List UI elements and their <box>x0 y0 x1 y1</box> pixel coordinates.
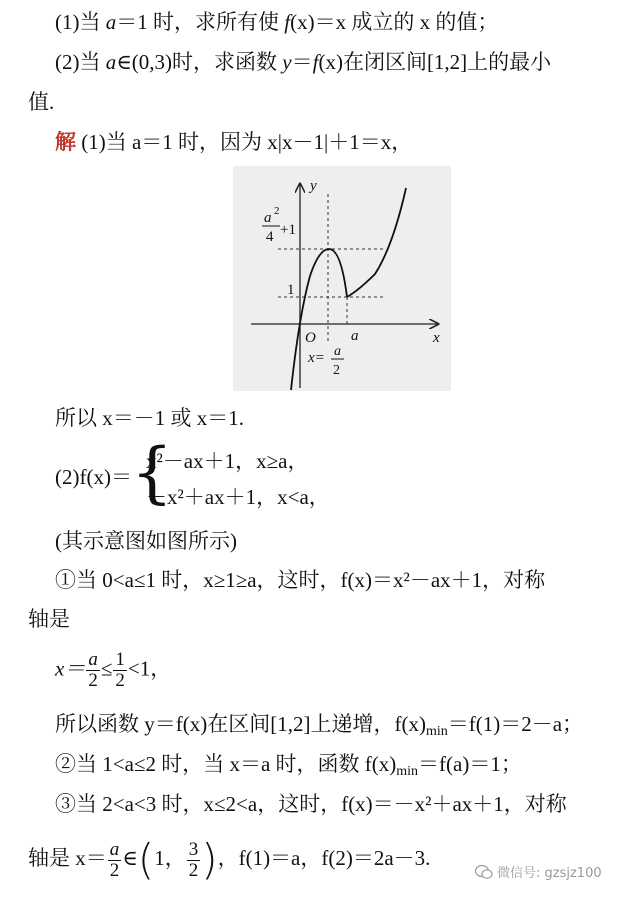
fraction-a-over-2 <box>108 840 122 881</box>
den: 2 <box>88 670 98 691</box>
var-y: y <box>282 50 292 74</box>
top-label-num: a <box>264 210 272 226</box>
origin-label: O <box>305 330 316 346</box>
figure-note: (其示意图如图所示) <box>55 529 237 553</box>
piecewise-prefix: (2)f(x)＝ <box>55 465 132 489</box>
num: a <box>109 838 120 860</box>
case2 <box>55 750 522 786</box>
text: ＝f(1)＝2－a； <box>447 712 584 736</box>
vertex-label-den: 2 <box>333 363 340 378</box>
text: ＝f(a)＝1； <box>418 752 522 776</box>
text: ＝1 时，求所有使 <box>116 10 285 34</box>
piecewise-brace: { <box>131 434 173 511</box>
top-label-exp: 2 <box>274 205 280 217</box>
watermark-text: 微信号: gzsjz100 <box>497 866 602 881</box>
case1-axis-expr <box>55 650 171 691</box>
function-graph <box>233 166 451 391</box>
func-f: f <box>312 50 319 74</box>
text: ＝ <box>291 50 313 74</box>
var-a: a <box>105 50 117 74</box>
problem-part1 <box>55 8 498 36</box>
case3-axis <box>28 835 431 885</box>
wechat-icon <box>475 864 493 880</box>
subscript: min <box>425 724 448 739</box>
den: 2 <box>109 859 120 881</box>
solution-answer1: 所以 x＝－1 或 x＝1. <box>55 406 244 430</box>
case1-result <box>55 710 583 746</box>
text: ②当 1<a≤2 时，当 x＝a 时，函数 f(x) <box>55 752 397 776</box>
watermark <box>475 862 602 881</box>
text: (x)在闭区间[1,2]上的最小 <box>318 50 552 74</box>
problem-part2-tail: 值. <box>28 90 55 114</box>
text: (1)当 a＝1 时，因为 x|x－1|＋1＝x， <box>76 130 413 154</box>
subscript: min <box>396 764 419 779</box>
case1-axis-label: 轴是 <box>28 607 70 631</box>
case3: ③当 2<a<3 时，x≤2<a，这时，f(x)＝－x²＋ax＋1，对称 <box>55 792 567 816</box>
open-paren: ( <box>137 835 155 885</box>
text: ∈(0,3)时，求函数 <box>116 50 283 74</box>
vertex-label-x: x= <box>308 350 325 366</box>
top-label-den: 4 <box>266 229 274 245</box>
text: (x)＝x 成立的 x 的值； <box>290 10 499 34</box>
a-tick-label: a <box>351 328 359 344</box>
text: 轴是 x＝ <box>28 846 107 870</box>
text: x＝ <box>55 656 86 681</box>
vertex-label-num: a <box>334 344 341 359</box>
solution-label: 解 <box>55 130 76 154</box>
piecewise-row1: x²－ax＋1，x≥a， <box>146 449 309 473</box>
problem-part2 <box>55 48 551 76</box>
den: 2 <box>115 670 125 691</box>
text: <1， <box>127 656 172 681</box>
num: 1 <box>115 649 125 670</box>
one-tick-label: 1 <box>287 282 295 298</box>
piecewise-row2: －x²＋ax＋1，x<a， <box>146 485 330 509</box>
text: ≤ <box>100 656 113 681</box>
text: ∈ <box>122 846 138 870</box>
x-axis-label: x <box>433 330 440 346</box>
fraction-1-over-2 <box>113 650 127 691</box>
case1: ①当 0<a≤1 时，x≥1≥a，这时，f(x)＝x²－ax＋1，对称 <box>55 568 546 592</box>
solution-part1 <box>55 128 412 156</box>
text: 1， <box>154 846 186 870</box>
curve-right <box>347 188 406 297</box>
graph-svg <box>233 166 451 391</box>
text: 所以函数 y＝f(x)在区间[1,2]上递增，f(x) <box>55 712 426 736</box>
top-label-plus: +1 <box>280 222 296 238</box>
num: 3 <box>188 838 199 860</box>
y-axis-label: y <box>310 178 317 194</box>
text: (1)当 <box>55 10 106 34</box>
func-f: f <box>284 10 291 34</box>
num: a <box>88 649 98 670</box>
text: (2)当 <box>55 50 106 74</box>
close-paren: ) <box>201 835 218 885</box>
den: 2 <box>188 859 199 881</box>
fraction-a-over-2 <box>86 650 100 691</box>
text: ，f(1)＝a，f(2)＝2a－3. <box>217 846 431 870</box>
fraction-3-over-2 <box>187 840 201 881</box>
var-a: a <box>105 10 117 34</box>
